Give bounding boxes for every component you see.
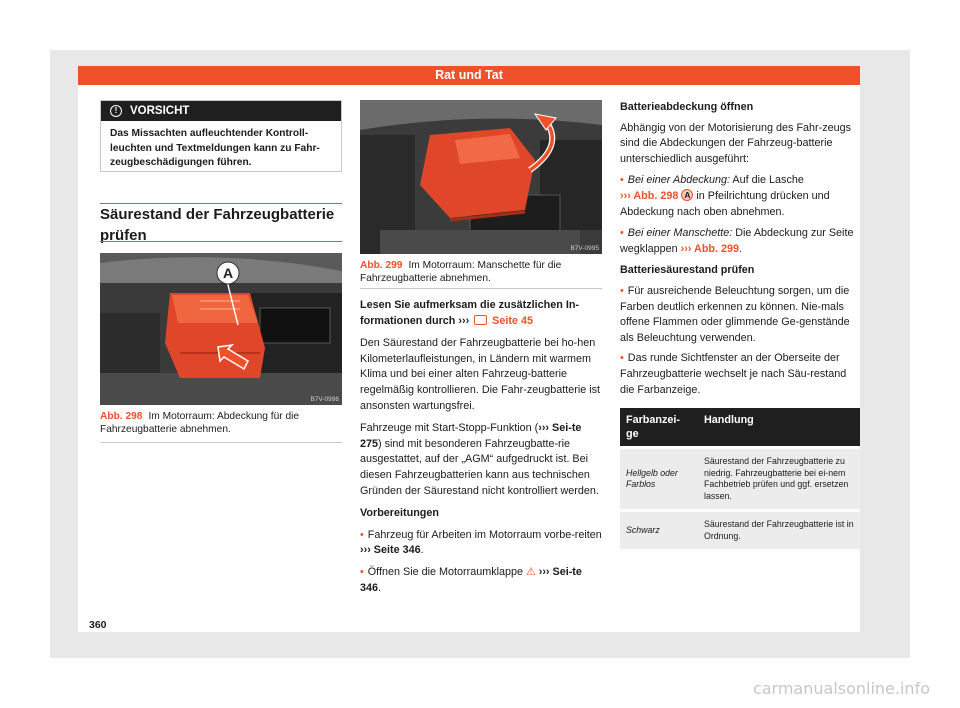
read-more-text: Lesen Sie aufmerksam die zusätzlichen In-formationen durch ›››	[360, 299, 580, 327]
caution-box	[100, 100, 342, 172]
figure-ref: Abb. 299	[360, 260, 403, 271]
subheading: Vorbereitungen	[360, 507, 439, 520]
bullet-icon: •	[620, 284, 624, 297]
color-indicator-table	[620, 408, 860, 549]
text: Fahrzeug für Arbeiten im Motorraum vorbe-reiten	[367, 528, 602, 541]
text: Für ausreichende Beleuchtung sorgen, um die Farben deutlich erkennen zu können. Nie-mals offene Flammen oder glimmende Ge-genstände als Beleuchtung verwenden.	[620, 284, 850, 344]
caution-title: VORSICHT	[130, 105, 190, 117]
bullet-icon: •	[620, 352, 624, 365]
section-title	[100, 202, 342, 246]
table-cell: Säurestand der Fahrzeugbatterie zu niedrig. Fahrzeugbatterie bei ei-nem Fachbetrieb prüfen und ggf. ersetzen lassen.	[698, 448, 860, 511]
figure-298-caption	[100, 410, 342, 436]
text: Das runde Sichtfenster an der Oberseite der Fahrzeugbatterie wechselt je nach Säu-restand die Farbanzeige.	[620, 352, 847, 396]
column-header: Handlung	[698, 408, 860, 448]
list-item	[360, 528, 602, 559]
text: Fahrzeuge mit Start-Stopp-Funktion (	[360, 422, 539, 435]
list-item	[620, 284, 860, 346]
engine-bay-battery-cover-illustration	[100, 253, 342, 405]
section-title-line-2: prüfen	[100, 227, 147, 244]
column-3-text	[620, 100, 860, 549]
list-item	[620, 173, 860, 220]
table-header-row	[620, 408, 860, 448]
bullet-icon: •	[620, 174, 624, 187]
text: .	[420, 544, 424, 557]
read-more-link[interactable]: Seite 45	[492, 314, 533, 327]
text: .	[378, 581, 382, 594]
column-2-text	[360, 298, 602, 596]
paragraph: Abhängig von der Motorisierung des Fahr-zeugs sind die Abdeckungen der Fahrzeug-batterie unterschiedlich ausgeführt:	[620, 121, 852, 165]
section-title-line-1: Säurestand der Fahrzeugbatterie	[100, 206, 335, 223]
bullet-icon: •	[620, 227, 624, 240]
caption-text: Im Motorraum: Manschette für die Fahrzeugbatterie abnehmen.	[360, 260, 562, 284]
table-cell: Schwarz	[620, 511, 698, 550]
text: Öffnen Sie die Motorraumklappe	[367, 565, 527, 578]
page-link[interactable]: ››› Sei-te 275	[360, 422, 582, 450]
text: Die Abdeckung zur Seite wegklappen	[620, 227, 854, 255]
figure-code: B7V-0995	[570, 245, 599, 252]
text: ) sind mit besonderen Fahrzeugbatte-rie ausgestattet, auf der „AGM“ aufgedruckt ist. Bei diesen Fahrzeugbatterien kann aus technischen Gründen der Säurestand nicht kontrolliert werden.	[360, 437, 599, 497]
column-1	[100, 100, 342, 172]
figure-link[interactable]: ››› Abb. 299	[680, 242, 740, 255]
page-number: 360	[89, 619, 107, 631]
figure-code: B7V-0996	[310, 396, 339, 403]
figure-ref: Abb. 298	[100, 411, 143, 422]
text: Bei einer Manschette:	[627, 227, 733, 240]
bullet-icon: •	[360, 565, 364, 578]
book-icon	[474, 315, 487, 325]
paragraph: Den Säurestand der Fahrzeugbatterie bei ho-hen Kilometerlaufleistungen, in Ländern mit warmem Klima und bei einer alten Fahrzeug-batterie regelmäßig kontrollieren. Die Fahr-zeugbatterie ist ansonsten wartungsfrei.	[360, 337, 601, 412]
figure-link[interactable]: ››› Abb. 298	[620, 189, 679, 202]
engine-bay-battery-sleeve-illustration	[360, 100, 602, 254]
list-item	[620, 226, 860, 257]
read-more-note	[360, 298, 602, 329]
caution-text: Das Missachten aufleuchtender Kontroll-leuchten und Textmeldungen kann zu Fahr-zeugbeschädigungen führen.	[110, 128, 320, 168]
table-cell: Hellgelb oder Farblos	[620, 448, 698, 511]
chapter-title: Rat und Tat	[435, 68, 503, 82]
text: Bei einer Abdeckung:	[627, 174, 731, 187]
table-cell: Säurestand der Fahrzeugbatterie ist in Ordnung.	[698, 511, 860, 550]
marker-a-icon: A	[681, 189, 693, 201]
chapter-header	[78, 66, 860, 85]
page-link[interactable]: ››› Sei-te 346	[360, 565, 582, 594]
caption-rule	[360, 288, 602, 289]
table-row	[620, 448, 860, 511]
caption-rule	[100, 442, 342, 443]
list-item	[360, 565, 602, 596]
figure-298-image	[100, 253, 342, 405]
subheading: Batterieabdeckung öffnen	[620, 101, 754, 113]
figure-299-caption	[360, 259, 602, 285]
caution-header	[101, 101, 341, 121]
list-item	[620, 351, 860, 398]
text: Auf die Lasche	[730, 174, 804, 187]
text: .	[739, 242, 743, 255]
paragraph	[360, 421, 602, 499]
table-row	[620, 511, 860, 550]
svg-text:A: A	[222, 265, 234, 281]
page-link[interactable]: ››› Seite 346	[360, 544, 421, 557]
warning-triangle-icon: ⚠	[526, 565, 536, 578]
watermark[interactable]: carmanualsonline.info	[752, 679, 930, 698]
subheading: Batteriesäurestand prüfen	[620, 264, 755, 277]
bullet-icon: •	[360, 528, 364, 541]
figure-299-image	[360, 100, 602, 254]
section-rule	[100, 241, 342, 242]
exclamation-circle-icon: !	[110, 105, 122, 117]
caption-text: Im Motorraum: Abdeckung für die Fahrzeugbatterie abnehmen.	[100, 411, 300, 435]
text: in Pfeilrichtung drücken und Abdeckung nach oben abnehmen.	[620, 189, 830, 218]
column-header: Farbanzei-ge	[620, 408, 698, 448]
